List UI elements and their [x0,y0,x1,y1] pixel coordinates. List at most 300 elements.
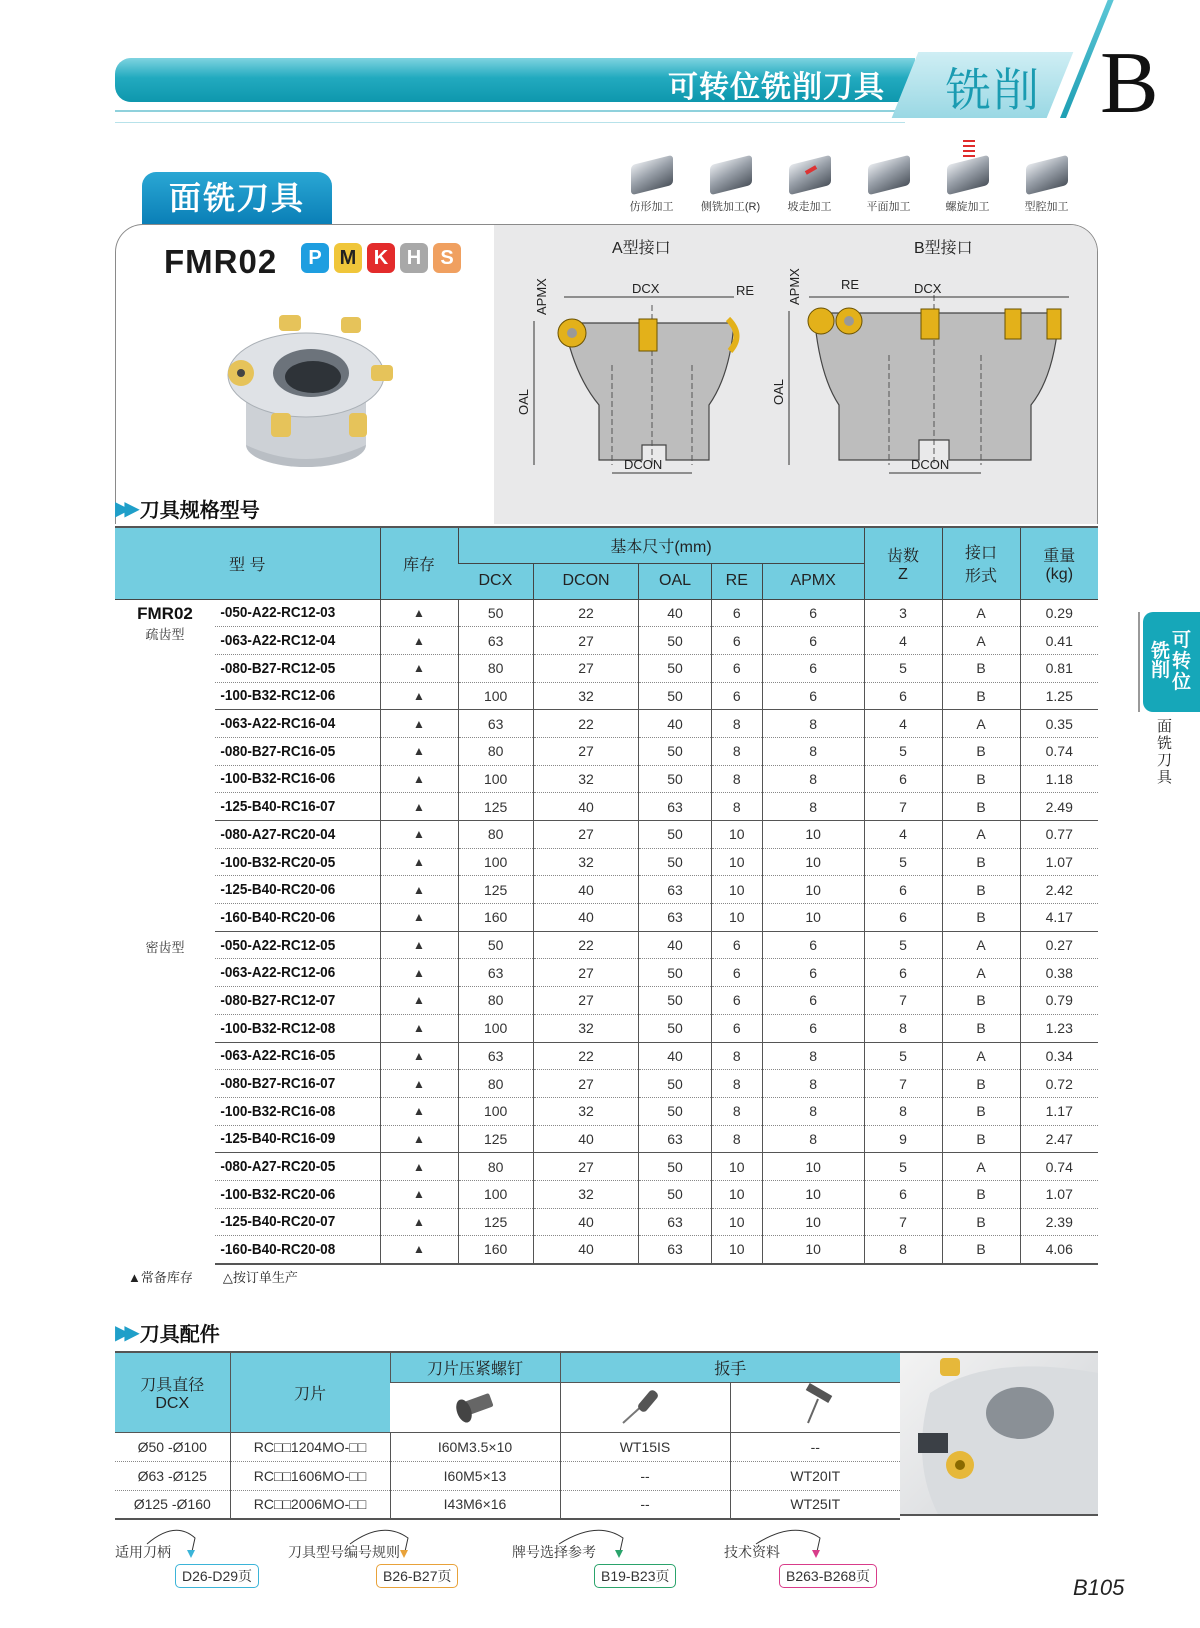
col-header-screw: 刀片压紧螺钉 [390,1352,560,1382]
model-code: -125-B40-RC20-07 [215,1208,364,1236]
cell-oal: 63 [639,1236,711,1264]
cell-dcx: 50 [458,931,533,959]
cell-dcon: 22 [533,710,639,738]
cell-dcon: 27 [533,627,639,655]
cell-kg: 0.38 [1020,959,1098,987]
spec-table [115,526,1098,1265]
cell-iface: A [942,821,1020,849]
cell-kg: 4.17 [1020,904,1098,932]
cell-re: 6 [711,682,762,710]
cell-oal: 63 [639,876,711,904]
cell-apmx: 8 [762,710,864,738]
cell-z: 6 [864,765,942,793]
cell-z: 6 [864,959,942,987]
cell-kg: 0.74 [1020,737,1098,765]
table-row [115,710,1098,738]
stock-indicator: ▲ [380,1180,458,1208]
cell-dcon: 27 [533,654,639,682]
cell-oal: 63 [639,793,711,821]
table-row: Ø63 -Ø125 RC□□1606MO-□□ I60M5×13 -- WT20IT [115,1461,900,1490]
cutter-closeup-image [900,1351,1098,1516]
double-chevron-icon: ▶▶ [115,498,134,520]
cell-re: 8 [711,710,762,738]
col-header-wrench: 扳手 [560,1352,900,1382]
cell-iface: A [942,1042,1020,1070]
cell-oal: 50 [639,1153,711,1181]
cell-dcon: 40 [533,793,639,821]
cell-kg: 2.42 [1020,876,1098,904]
model-code: -063-A22-RC16-05 [215,1042,364,1070]
screw-icon [390,1382,560,1432]
table-row: Ø50 -Ø100 RC□□1204MO-□□ I60M3.5×10 WT15IS -- [115,1432,900,1461]
cell-oal: 50 [639,848,711,876]
cell-kg: 2.39 [1020,1208,1098,1236]
cell-dcx: 160 [458,1236,533,1264]
legend-in-stock: ▲常备库存 [128,1270,193,1285]
model-code: -160-B40-RC20-06 [215,904,364,932]
operation-face-milling: 平面加工 [857,150,920,214]
cell-apmx: 6 [762,654,864,682]
model-code: -100-B32-RC12-06 [215,682,364,710]
cell-dcon: 32 [533,1097,639,1125]
side-tab[interactable] [1143,612,1200,712]
cell-iface: B [942,654,1020,682]
stock-indicator: ▲ [380,904,458,932]
cell-dcx: 125 [458,876,533,904]
cell-iface: B [942,876,1020,904]
cell-z: 5 [864,1153,942,1181]
model-code: -160-B40-RC20-08 [215,1236,364,1264]
cell-z: 4 [864,821,942,849]
table-row [115,599,1098,627]
cell-re: 10 [711,876,762,904]
cell-dcx: 63 [458,1042,533,1070]
svg-text:APMX: APMX [787,268,802,305]
cell-dcon: 40 [533,1208,639,1236]
cell-re: 8 [711,793,762,821]
diagram-area [494,225,1097,524]
cell-oal: 50 [639,959,711,987]
stock-indicator: ▲ [380,987,458,1015]
col-header-interface: 接口 形式 [942,527,1020,599]
cell-dcon: 22 [533,1042,639,1070]
cell-apmx: 10 [762,1208,864,1236]
cell-kg: 1.23 [1020,1014,1098,1042]
table-row [115,1125,1098,1153]
cell-dcon: 32 [533,1180,639,1208]
cell-kg: 0.41 [1020,627,1098,655]
xref-page-link[interactable]: B19-B23页 [594,1564,676,1588]
svg-text:OAL: OAL [516,388,531,415]
cell-re: 8 [711,1042,762,1070]
cell-apmx: 8 [762,765,864,793]
cell-oal: 40 [639,599,711,627]
grade-p-badge: P [301,243,329,273]
cell-dcx: 80 [458,1070,533,1098]
screwdriver-icon [560,1382,730,1432]
cell-iface: B [942,682,1020,710]
col-header-dcx: DCX [458,563,533,599]
model-code: -050-A22-RC12-03 [215,599,364,627]
table-row [115,848,1098,876]
table-row [115,959,1098,987]
xref-grade-selection[interactable]: 牌号选择参考 B19-B23页 [512,1542,596,1562]
cell-iface: B [942,793,1020,821]
cell-apmx: 8 [762,1042,864,1070]
cell-iface: A [942,959,1020,987]
xref-page-link[interactable]: B26-B27页 [376,1564,458,1588]
xref-page-link[interactable]: D26-D29页 [175,1564,259,1588]
stock-indicator: ▲ [380,682,458,710]
cell-re: 6 [711,987,762,1015]
model-code: -080-B27-RC12-07 [215,987,364,1015]
stock-indicator: ▲ [380,654,458,682]
stock-indicator: ▲ [380,1097,458,1125]
cell-re: 10 [711,821,762,849]
cell-iface: B [942,1180,1020,1208]
product-panel [115,224,1098,524]
cell-re: 8 [711,737,762,765]
spec-section-heading: ▶▶ 刀具规格型号 [115,498,260,522]
operation-ramping: 坡走加工 [778,150,841,214]
svg-text:RE: RE [841,277,860,292]
diagram-a-title: A型接口 [612,240,671,257]
cell-z: 5 [864,654,942,682]
cell-dcon: 40 [533,876,639,904]
header-banner [115,58,915,102]
cell-dcon: 22 [533,931,639,959]
cell-z: 5 [864,848,942,876]
model-code: -100-B32-RC16-06 [215,765,364,793]
table-row [115,1014,1098,1042]
table-row [115,1236,1098,1264]
table-row [115,793,1098,821]
cell-re: 8 [711,765,762,793]
side-tab-col2: 可转位 [1172,630,1192,693]
cell-z: 7 [864,1208,942,1236]
xref-naming-rules[interactable]: 刀具型号编号规则 B26-B27页 [288,1542,400,1562]
cell-z: 8 [864,1236,942,1264]
cell-kg: 0.27 [1020,931,1098,959]
cell-apmx: 8 [762,1070,864,1098]
svg-text:DCON: DCON [911,457,950,472]
cell-kg: 0.29 [1020,599,1098,627]
cell-dcon: 40 [533,1236,639,1264]
cell-oal: 50 [639,1070,711,1098]
table-row [115,654,1098,682]
cell-kg: 0.34 [1020,1042,1098,1070]
cell-re: 10 [711,1236,762,1264]
cell-iface: B [942,987,1020,1015]
operation-helical: 螺旋加工 [936,150,999,214]
cell-dcx: 80 [458,737,533,765]
helical-icon [939,150,997,196]
cell-dcx: 50 [458,599,533,627]
grade-h-badge: H [400,243,428,273]
cell-dcon: 40 [533,1125,639,1153]
cell-z: 8 [864,1097,942,1125]
material-grades [301,243,461,273]
cell-iface: B [942,737,1020,765]
cell-dcon: 27 [533,987,639,1015]
operation-side-milling: 侧铣加工(R) [699,150,762,214]
cell-re: 6 [711,959,762,987]
section-tab: 面铣刀具 [142,172,332,224]
col-header-stock: 库存 [380,527,458,599]
svg-text:OAL: OAL [771,378,786,405]
cell-apmx: 10 [762,821,864,849]
cell-z: 6 [864,904,942,932]
cell-iface: B [942,848,1020,876]
t-wrench-icon [730,1382,900,1432]
stock-indicator: ▲ [380,848,458,876]
cell-re: 6 [711,1014,762,1042]
cell-dcx: 100 [458,765,533,793]
diagram-b-title: B型接口 [914,240,973,257]
cutter-product-image [201,295,411,475]
model-code: -125-B40-RC16-09 [215,1125,364,1153]
cell-z: 4 [864,627,942,655]
cell-apmx: 8 [762,793,864,821]
stock-indicator: ▲ [380,1236,458,1264]
cell-z: 4 [864,710,942,738]
operation-icons [620,150,1078,214]
pocketing-icon [1018,150,1076,196]
svg-text:RE: RE [736,283,755,298]
xref-shank[interactable]: 适用刀柄 D26-D29页 [115,1542,171,1562]
cell-iface: B [942,765,1020,793]
cell-z: 5 [864,737,942,765]
cell-dcon: 27 [533,1153,639,1181]
cell-dcon: 27 [533,959,639,987]
table-row [115,987,1098,1015]
model-code: -125-B40-RC20-06 [215,876,364,904]
cell-re: 8 [711,1070,762,1098]
col-header-model: 型 号 [115,527,380,599]
stock-indicator: ▲ [380,737,458,765]
profiling-icon [623,150,681,196]
cell-apmx: 6 [762,1014,864,1042]
stock-indicator: ▲ [380,1125,458,1153]
cell-re: 10 [711,904,762,932]
operation-profiling: 仿形加工 [620,150,683,214]
cell-oal: 50 [639,737,711,765]
cell-re: 10 [711,1180,762,1208]
page-number: B105 [1073,1575,1125,1600]
xref-page-link[interactable]: B263-B268页 [779,1564,877,1588]
cell-kg: 0.35 [1020,710,1098,738]
model-code: -100-B32-RC20-06 [215,1180,364,1208]
model-code: -100-B32-RC16-08 [215,1097,364,1125]
cell-dcx: 100 [458,848,533,876]
cell-dcx: 100 [458,682,533,710]
cell-kg: 0.74 [1020,1153,1098,1181]
stock-indicator: ▲ [380,821,458,849]
grade-k-badge: K [367,243,395,273]
cell-apmx: 10 [762,904,864,932]
cell-z: 3 [864,599,942,627]
cell-kg: 1.18 [1020,765,1098,793]
cell-dcx: 100 [458,1014,533,1042]
grade-m-badge: M [334,243,362,273]
table-row [115,876,1098,904]
model-code: -080-B27-RC16-07 [215,1070,364,1098]
cell-z: 8 [864,1014,942,1042]
cell-dcx: 100 [458,1180,533,1208]
cell-oal: 63 [639,1208,711,1236]
cell-kg: 0.72 [1020,1070,1098,1098]
cell-dcx: 63 [458,959,533,987]
col-header-apmx: APMX [762,563,864,599]
cell-kg: 0.79 [1020,987,1098,1015]
cell-dcon: 32 [533,682,639,710]
stock-indicator: ▲ [380,1014,458,1042]
cell-iface: A [942,599,1020,627]
col-header-re: RE [711,563,762,599]
divider [115,110,915,112]
cell-kg: 4.06 [1020,1236,1098,1264]
operation-pocketing: 型腔加工 [1015,150,1078,214]
col-header-weight: 重量 (kg) [1020,527,1098,599]
stock-indicator: ▲ [380,710,458,738]
cell-oal: 50 [639,682,711,710]
side-tab-col1: 铣削 [1151,641,1171,681]
cell-apmx: 10 [762,1153,864,1181]
cell-dcon: 32 [533,765,639,793]
svg-text:DCON: DCON [624,457,663,472]
cell-re: 10 [711,1153,762,1181]
model-code: -063-A22-RC12-04 [215,627,364,655]
svg-text:DCX: DCX [914,281,942,296]
section-letter: B [1100,35,1159,132]
cell-iface: A [942,627,1020,655]
stock-indicator: ▲ [380,1208,458,1236]
table-row [115,931,1098,959]
cell-oal: 63 [639,904,711,932]
cell-apmx: 6 [762,959,864,987]
table-row [115,1070,1098,1098]
diagram-a [494,255,764,475]
double-chevron-icon: ▶▶ [115,1322,134,1344]
cell-iface: B [942,1236,1020,1264]
cell-oal: 40 [639,1042,711,1070]
cell-apmx: 10 [762,876,864,904]
cell-re: 8 [711,1097,762,1125]
cell-z: 5 [864,1042,942,1070]
cell-apmx: 8 [762,737,864,765]
cell-apmx: 6 [762,682,864,710]
cell-oal: 50 [639,1180,711,1208]
model-title: FMR02 [164,243,278,280]
stock-indicator: ▲ [380,1042,458,1070]
series-label: 密齿型 [145,940,185,956]
cell-oal: 50 [639,1097,711,1125]
cell-iface: A [942,931,1020,959]
stock-legend [128,1267,298,1286]
table-row [115,1208,1098,1236]
cell-oal: 40 [639,931,711,959]
svg-text:DCX: DCX [632,281,660,296]
col-header-basic-dims: 基本尺寸(mm) [458,527,864,563]
cell-dcx: 80 [458,654,533,682]
cell-apmx: 10 [762,1236,864,1264]
cell-z: 6 [864,876,942,904]
cell-oal: 50 [639,1014,711,1042]
cell-dcx: 80 [458,987,533,1015]
cell-apmx: 6 [762,627,864,655]
model-code: -050-A22-RC12-05 [215,931,364,959]
xref-tech-data[interactable]: 技术资料 B263-B268页 [724,1542,780,1562]
cell-re: 6 [711,627,762,655]
cell-dcx: 125 [458,1208,533,1236]
accessory-table [115,1351,900,1520]
cell-re: 6 [711,654,762,682]
cell-dcx: 125 [458,793,533,821]
stock-indicator: ▲ [380,599,458,627]
svg-text:APMX: APMX [534,278,549,315]
cell-oal: 50 [639,765,711,793]
col-header-dcon: DCON [533,563,639,599]
cell-re: 10 [711,848,762,876]
cell-apmx: 8 [762,1125,864,1153]
legend-made-to-order: △按订单生产 [222,1270,298,1285]
cell-oal: 50 [639,627,711,655]
cell-apmx: 8 [762,1097,864,1125]
side-tab-subtitle: 面铣刀具 [1157,718,1173,786]
table-row: Ø125 -Ø160 RC□□2006MO-□□ I43M6×16 -- WT25IT [115,1490,900,1519]
model-code: -063-A22-RC16-04 [215,710,364,738]
cell-kg: 2.49 [1020,793,1098,821]
cell-iface: B [942,1097,1020,1125]
cell-oal: 40 [639,710,711,738]
cell-dcx: 100 [458,1097,533,1125]
cell-oal: 63 [639,1125,711,1153]
cell-apmx: 10 [762,1180,864,1208]
stock-indicator: ▲ [380,765,458,793]
cell-apmx: 10 [762,848,864,876]
cell-iface: A [942,1153,1020,1181]
stock-indicator: ▲ [380,627,458,655]
table-row [115,682,1098,710]
cell-z: 7 [864,987,942,1015]
cell-iface: A [942,710,1020,738]
stock-indicator: ▲ [380,1070,458,1098]
face-milling-icon [860,150,918,196]
model-code: -080-B27-RC16-05 [215,737,364,765]
stock-indicator: ▲ [380,1153,458,1181]
diagram-b [769,255,1098,475]
cell-kg: 2.47 [1020,1125,1098,1153]
cell-re: 10 [711,1208,762,1236]
model-code: -100-B32-RC20-05 [215,848,364,876]
category-chip-label: 铣削 [945,64,1041,116]
stock-indicator: ▲ [380,959,458,987]
model-code: -080-A27-RC20-04 [215,821,364,849]
cell-z: 6 [864,1180,942,1208]
cell-dcx: 63 [458,710,533,738]
model-code: -063-A22-RC12-06 [215,959,364,987]
table-row [115,1153,1098,1181]
cell-kg: 1.07 [1020,848,1098,876]
cell-re: 6 [711,599,762,627]
model-code: -080-B27-RC12-05 [215,654,364,682]
cell-z: 9 [864,1125,942,1153]
col-header-oal: OAL [639,563,711,599]
stock-indicator: ▲ [380,876,458,904]
banner-title: 可转位铣削刀具 [668,71,885,104]
cell-iface: B [942,904,1020,932]
cell-dcon: 32 [533,848,639,876]
